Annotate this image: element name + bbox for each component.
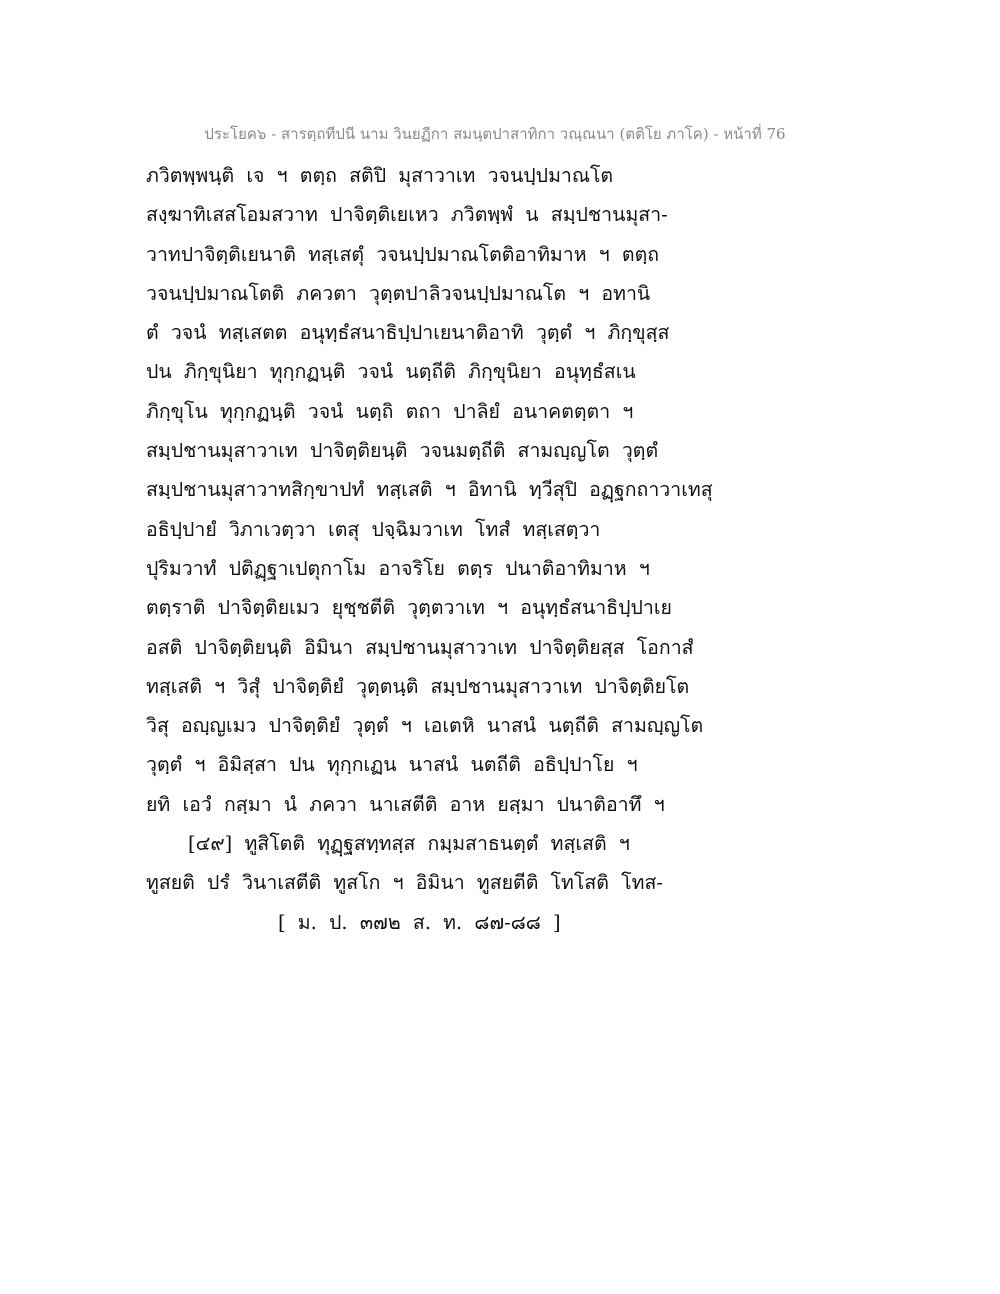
- text-line: ปุริมวาทํ ปติฏฺฐาเปตุกาโม อาจริโย ตตฺร ปนาติอาทิมาห ฯ: [146, 556, 650, 580]
- text-line: วจนปฺปมาณโตติ ภควตา วุตฺตปาลิวจนปฺปมาณโต ฯ อทานิ: [146, 281, 651, 305]
- text-line: อสติ ปาจิตฺติยนฺติ อิมินา สมฺปชานมุสาวาเท ปาจิตฺติยสฺส โอกาสํ: [146, 635, 694, 659]
- text-line: วิสุ อญฺญเมว ปาจิตฺติยํ วุตฺตํ ฯ เอเตหิ นาสนํ นตฺถีติ สามญฺญโต: [146, 714, 704, 738]
- text-line: ทสฺเสติ ฯ วิสุํ ปาจิตฺติยํ วุตฺตนฺติ สมฺปชานมุสาวาเท ปาจิตฺติยโต: [146, 674, 690, 698]
- page-reference: [ ม. ป. ๓๗๒ ส. ท. ๘๗-๘๘ ]: [278, 910, 561, 934]
- text-line: ทูสยติ ปรํ วินาเสตีติ ทูสโก ฯ อิมินา ทูสยตีติ โทโสติ โทส-: [146, 871, 663, 895]
- text-line: อธิปฺปายํ วิภาเวตฺวา เตสุ ปจฺฉิมวาเท โทสํ ทสฺเสตฺวา: [146, 517, 601, 541]
- text-line: ภวิตพฺพนฺติ เจ ฯ ตตฺถ สติปิ มุสาวาเท วจนปฺปมาณโต: [146, 164, 614, 187]
- text-line: สมฺปชานมุสาวาเท ปาจิตฺติยนฺติ วจนมตฺถีติ สามญฺญโต วุตฺตํ: [146, 439, 659, 463]
- text-line: วุตฺตํ ฯ อิมิสฺสา ปน ทุกฺกเฏน นาสนํ นตถีติ อธิปฺปาโย ฯ: [146, 753, 638, 777]
- text-line: ภิกฺขุโน ทุกฺกฏนฺติ วจนํ นตฺถิ ตถา ปาลิยํ อนาคตตฺตา ฯ: [146, 399, 634, 423]
- text-line: วาทปาจิตฺติเยนาติ ทสฺเสตุํ วจนปฺปมาณโตติอาทิมาห ฯ ตตฺถ: [146, 242, 660, 266]
- section-start-line: [๔๙] ทูสิโตติ ทุฏฺฐสทฺทสฺส กมฺมสาธนตฺตํ ทสฺเสติ ฯ: [188, 832, 630, 856]
- body-text: [146, 160, 713, 946]
- text-line: ปน ภิกฺขุนิยา ทุกฺกฏนฺติ วจนํ นตฺถีติ ภิกฺขุนิยา อนุทฺธํสเน: [146, 360, 636, 384]
- text-line: ยทิ เอวํ กสฺมา นํ ภควา นาเสตีติ อาห ยสฺมา ปนาติอาทึ ฯ: [146, 792, 665, 816]
- text-line: ตตฺราติ ปาจิตฺติยเมว ยุชฺชตีติ วุตฺตวาเท ฯ อนุทฺธํสนาธิปฺปาเย: [146, 596, 672, 620]
- text-line: สมฺปชานมุสาวาทสิกฺขาปทํ ทสฺเสติ ฯ อิทานิ ทฺวีสุปิ อฏฺฐกถาวาเทสุ: [146, 478, 713, 502]
- text-line: สงฺฆาทิเสสโอมสวาท ปาจิตฺติเยเหว ภวิตพฺพํ น สมฺปชานมุสา-: [146, 203, 668, 227]
- text-line: ตํ วจนํ ทสฺเสตต อนุทฺธํสนาธิปฺปาเยนาติอาทิ วุตฺตํ ฯ ภิกฺขุสฺส: [146, 321, 670, 345]
- running-header: ประโยค๖ - สารตฺถทีปนี นาม วินยฏีกา สมนฺตปาสาทิกา วณฺณนา (ตติโย ภาโค) - หน้าที่ 76: [204, 125, 786, 143]
